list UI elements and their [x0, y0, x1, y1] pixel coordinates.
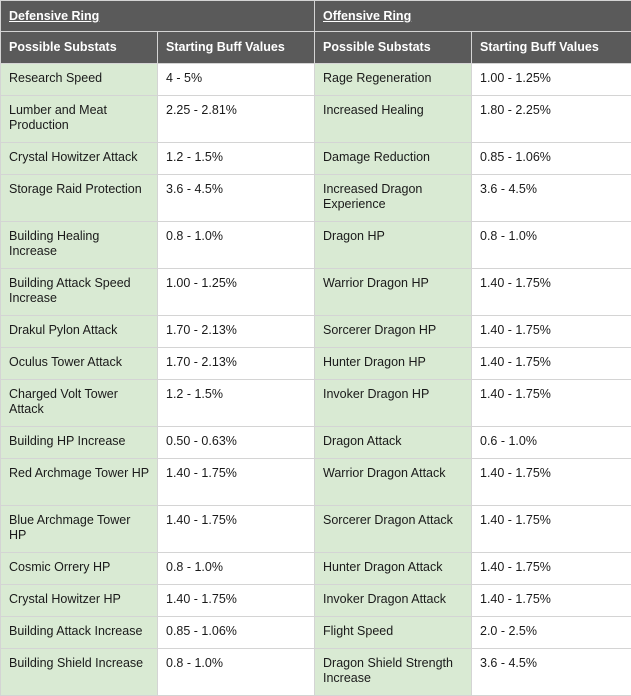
table-row	[1, 617, 631, 649]
defensive-substat-cell: Crystal Howitzer Attack	[1, 143, 158, 175]
offensive-substat-cell: Sorcerer Dragon HP	[315, 316, 472, 348]
table-row	[1, 316, 631, 348]
defensive-ring-title[interactable]: Defensive Ring	[1, 1, 315, 32]
defensive-value-cell: 1.70 - 2.13%	[158, 348, 315, 380]
defensive-value-cell: 0.85 - 1.06%	[158, 617, 315, 649]
defensive-value-cell: 1.40 - 1.75%	[158, 459, 315, 506]
defensive-substat-cell: Red Archmage Tower HP	[1, 459, 158, 506]
defensive-substat-cell: Research Speed	[1, 64, 158, 96]
defensive-substat-cell: Charged Volt Tower Attack	[1, 380, 158, 427]
offensive-value-cell: 0.85 - 1.06%	[472, 143, 631, 175]
offensive-substat-cell: Increased Healing	[315, 96, 472, 143]
defensive-value-cell: 4 - 5%	[158, 64, 315, 96]
offensive-value-cell: 1.00 - 1.25%	[472, 64, 631, 96]
table-row	[1, 348, 631, 380]
defensive-substat-cell: Building HP Increase	[1, 427, 158, 459]
table-row	[1, 269, 631, 316]
table-row	[1, 585, 631, 617]
defensive-substats-header: Possible Substats	[1, 32, 158, 64]
ring-title-row	[1, 1, 631, 32]
offensive-value-cell: 0.8 - 1.0%	[472, 222, 631, 269]
defensive-substat-cell: Crystal Howitzer HP	[1, 585, 158, 617]
offensive-value-cell: 3.6 - 4.5%	[472, 175, 631, 222]
defensive-value-cell: 0.8 - 1.0%	[158, 553, 315, 585]
table-row	[1, 459, 631, 506]
offensive-value-cell: 1.40 - 1.75%	[472, 585, 631, 617]
offensive-substat-cell: Dragon Shield Strength Increase	[315, 649, 472, 696]
defensive-value-cell: 0.50 - 0.63%	[158, 427, 315, 459]
offensive-substat-cell: Dragon Attack	[315, 427, 472, 459]
defensive-substat-cell: Building Healing Increase	[1, 222, 158, 269]
offensive-value-cell: 1.40 - 1.75%	[472, 316, 631, 348]
offensive-value-cell: 1.40 - 1.75%	[472, 269, 631, 316]
offensive-value-cell: 1.40 - 1.75%	[472, 459, 631, 506]
offensive-values-header: Starting Buff Values	[472, 32, 631, 64]
offensive-value-cell: 0.6 - 1.0%	[472, 427, 631, 459]
defensive-values-header: Starting Buff Values	[158, 32, 315, 64]
defensive-substat-cell: Drakul Pylon Attack	[1, 316, 158, 348]
table-row	[1, 506, 631, 553]
offensive-ring-title[interactable]: Offensive Ring	[315, 1, 631, 32]
table-row	[1, 96, 631, 143]
offensive-substat-cell: Hunter Dragon HP	[315, 348, 472, 380]
defensive-value-cell: 1.00 - 1.25%	[158, 269, 315, 316]
offensive-substat-cell: Warrior Dragon Attack	[315, 459, 472, 506]
offensive-substat-cell: Increased Dragon Experience	[315, 175, 472, 222]
offensive-value-cell: 1.40 - 1.75%	[472, 348, 631, 380]
defensive-substat-cell: Blue Archmage Tower HP	[1, 506, 158, 553]
defensive-substat-cell: Lumber and Meat Production	[1, 96, 158, 143]
defensive-substat-cell: Building Shield Increase	[1, 649, 158, 696]
offensive-value-cell: 1.40 - 1.75%	[472, 506, 631, 553]
offensive-value-cell: 1.80 - 2.25%	[472, 96, 631, 143]
defensive-value-cell: 1.40 - 1.75%	[158, 506, 315, 553]
offensive-substat-cell: Warrior Dragon HP	[315, 269, 472, 316]
table-row	[1, 649, 631, 696]
table-row	[1, 175, 631, 222]
defensive-value-cell: 0.8 - 1.0%	[158, 222, 315, 269]
table-row	[1, 380, 631, 427]
column-header-row	[1, 32, 631, 64]
offensive-value-cell: 2.0 - 2.5%	[472, 617, 631, 649]
table-row	[1, 427, 631, 459]
table-row	[1, 143, 631, 175]
defensive-substat-cell: Building Attack Increase	[1, 617, 158, 649]
offensive-substat-cell: Invoker Dragon HP	[315, 380, 472, 427]
offensive-value-cell: 3.6 - 4.5%	[472, 649, 631, 696]
defensive-substat-cell: Storage Raid Protection	[1, 175, 158, 222]
offensive-substat-cell: Damage Reduction	[315, 143, 472, 175]
defensive-value-cell: 0.8 - 1.0%	[158, 649, 315, 696]
table-row	[1, 222, 631, 269]
defensive-value-cell: 1.40 - 1.75%	[158, 585, 315, 617]
defensive-value-cell: 2.25 - 2.81%	[158, 96, 315, 143]
offensive-value-cell: 1.40 - 1.75%	[472, 380, 631, 427]
defensive-value-cell: 1.2 - 1.5%	[158, 380, 315, 427]
defensive-substat-cell: Building Attack Speed Increase	[1, 269, 158, 316]
defensive-value-cell: 3.6 - 4.5%	[158, 175, 315, 222]
defensive-substat-cell: Cosmic Orrery HP	[1, 553, 158, 585]
defensive-substat-cell: Oculus Tower Attack	[1, 348, 158, 380]
offensive-substats-header: Possible Substats	[315, 32, 472, 64]
offensive-substat-cell: Hunter Dragon Attack	[315, 553, 472, 585]
defensive-value-cell: 1.70 - 2.13%	[158, 316, 315, 348]
offensive-substat-cell: Dragon HP	[315, 222, 472, 269]
offensive-substat-cell: Invoker Dragon Attack	[315, 585, 472, 617]
offensive-substat-cell: Flight Speed	[315, 617, 472, 649]
table-row	[1, 64, 631, 96]
offensive-substat-cell: Sorcerer Dragon Attack	[315, 506, 472, 553]
table-row	[1, 553, 631, 585]
defensive-value-cell: 1.2 - 1.5%	[158, 143, 315, 175]
offensive-substat-cell: Rage Regeneration	[315, 64, 472, 96]
offensive-value-cell: 1.40 - 1.75%	[472, 553, 631, 585]
